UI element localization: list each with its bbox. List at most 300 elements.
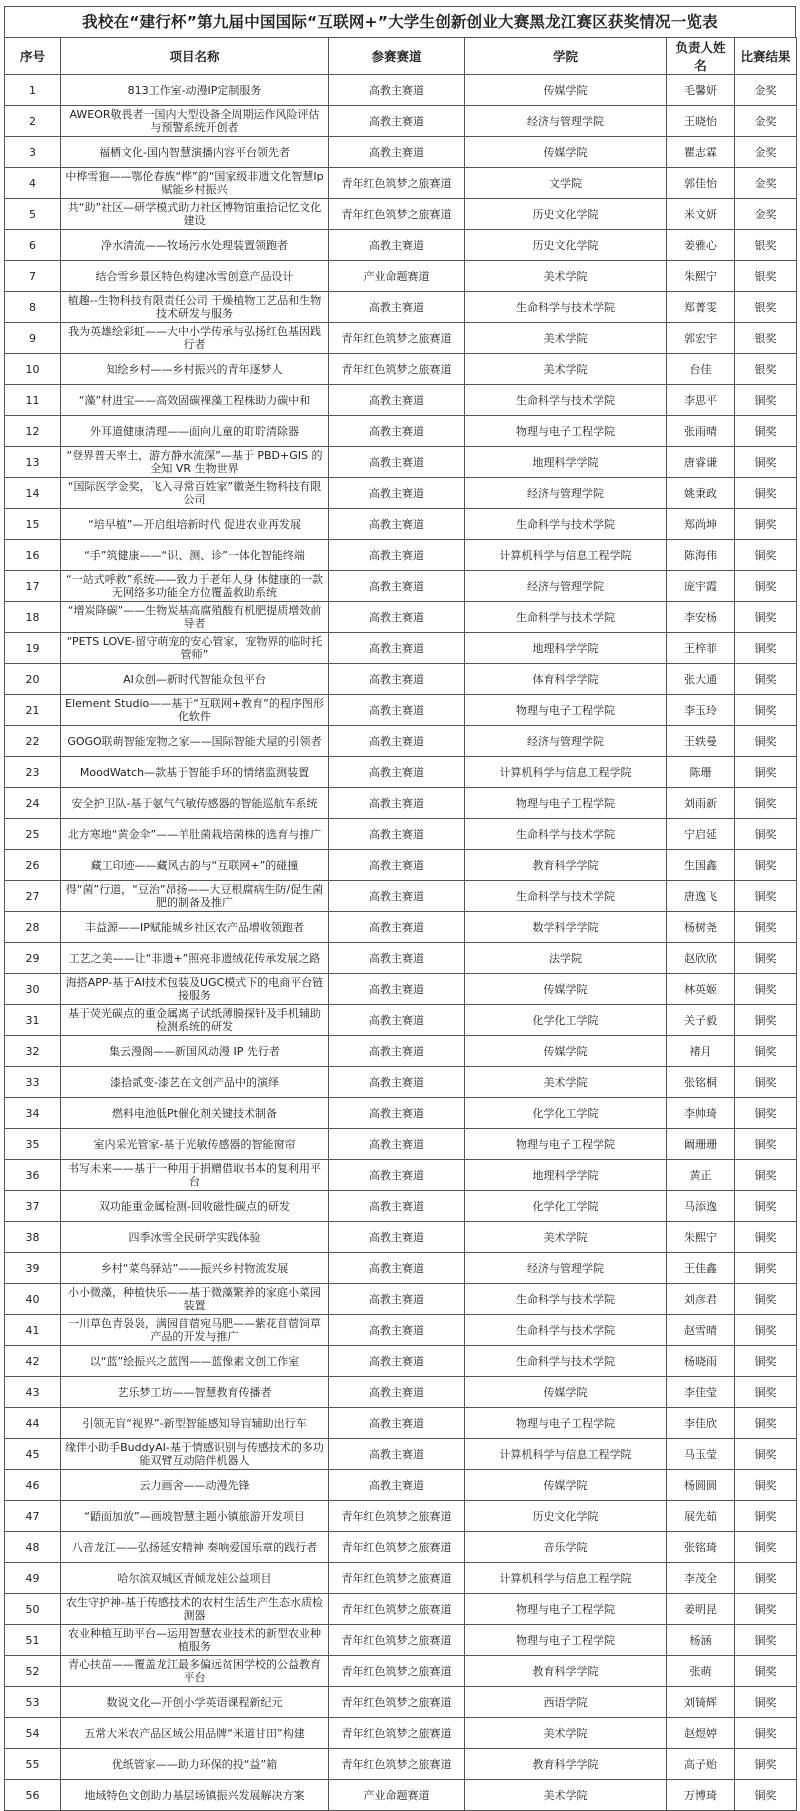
- cell-track: 高教主赛道: [329, 1036, 465, 1067]
- cell-project: 集云漫阁——新国风动漫 IP 先行者: [61, 1036, 329, 1067]
- cell-leader: 米文妍: [667, 199, 735, 230]
- cell-college: 生命科学与技术学院: [465, 1346, 667, 1377]
- header-result: 比赛结果: [735, 38, 797, 75]
- table-row: [5, 1067, 797, 1098]
- cell-result: 铜奖: [735, 478, 797, 509]
- award-document: [4, 6, 796, 1811]
- cell-no: 44: [5, 1408, 61, 1439]
- cell-college: 物理与电子工程学院: [465, 695, 667, 726]
- cell-result: 铜奖: [735, 1625, 797, 1656]
- cell-project: “一站式呼救”系统——致力于老年人身 体健康的一款无网络多功能全方位覆盖救助系统: [61, 571, 329, 602]
- cell-college: 历史文化学院: [465, 199, 667, 230]
- cell-track: 高教主赛道: [329, 292, 465, 323]
- cell-leader: 生国鑫: [667, 850, 735, 881]
- cell-project: 一川草色青袅袅，满园苜蓿宛马肥——紫花苜蓿饲草产品的开发与推广: [61, 1315, 329, 1346]
- cell-project: 净水清流——牧场污水处理装置领跑者: [61, 230, 329, 261]
- header-college: 学院: [465, 38, 667, 75]
- cell-track: 高教主赛道: [329, 1346, 465, 1377]
- cell-result: 铜奖: [735, 788, 797, 819]
- cell-result: 铜奖: [735, 757, 797, 788]
- cell-track: 青年红色筑梦之旅赛道: [329, 1718, 465, 1749]
- table-row: [5, 1098, 797, 1129]
- cell-leader: 姜雅心: [667, 230, 735, 261]
- cell-leader: 刘雨新: [667, 788, 735, 819]
- cell-track: 高教主赛道: [329, 757, 465, 788]
- cell-track: 高教主赛道: [329, 943, 465, 974]
- cell-no: 9: [5, 323, 61, 354]
- cell-college: 生命科学与技术学院: [465, 1315, 667, 1346]
- cell-track: 高教主赛道: [329, 1284, 465, 1315]
- cell-no: 10: [5, 354, 61, 385]
- cell-track: 高教主赛道: [329, 416, 465, 447]
- cell-result: 铜奖: [735, 943, 797, 974]
- cell-no: 6: [5, 230, 61, 261]
- table-row: [5, 1222, 797, 1253]
- cell-result: 铜奖: [735, 1036, 797, 1067]
- cell-college: 传媒学院: [465, 137, 667, 168]
- cell-project: 哈尔滨双城区青倾龙娃公益项目: [61, 1563, 329, 1594]
- cell-leader: 毛馨妍: [667, 75, 735, 106]
- cell-college: 数学科学学院: [465, 912, 667, 943]
- cell-no: 26: [5, 850, 61, 881]
- cell-project: 中桦雪狍——鄂伦春族“桦”韵“国家级非遗文化智慧Ip赋能乡村振兴: [61, 168, 329, 199]
- cell-result: 铜奖: [735, 1160, 797, 1191]
- cell-track: 高教主赛道: [329, 106, 465, 137]
- cell-project: “PETS LOVE-留守萌宠的安心管家，宠物界的临时托管师”: [61, 633, 329, 664]
- cell-no: 41: [5, 1315, 61, 1346]
- cell-college: 教育科学学院: [465, 1656, 667, 1687]
- cell-no: 5: [5, 199, 61, 230]
- cell-project: 北方寒地“黄金伞”——羊肚菌栽培菌株的选育与推广: [61, 819, 329, 850]
- cell-result: 铜奖: [735, 726, 797, 757]
- cell-project: Element Studio——基于“互联网+教育”的程序图形化软件: [61, 695, 329, 726]
- cell-track: 高教主赛道: [329, 1222, 465, 1253]
- cell-result: 铜奖: [735, 1377, 797, 1408]
- cell-leader: 高子贻: [667, 1749, 735, 1780]
- cell-track: 高教主赛道: [329, 881, 465, 912]
- table-header-row: [5, 38, 797, 75]
- cell-track: 高教主赛道: [329, 478, 465, 509]
- cell-result: 铜奖: [735, 974, 797, 1005]
- cell-no: 12: [5, 416, 61, 447]
- cell-leader: 李思平: [667, 385, 735, 416]
- cell-track: 高教主赛道: [329, 230, 465, 261]
- cell-leader: 李佳欣: [667, 1408, 735, 1439]
- cell-college: 物理与电子工程学院: [465, 1129, 667, 1160]
- cell-track: 高教主赛道: [329, 602, 465, 633]
- cell-no: 2: [5, 106, 61, 137]
- cell-college: 化学化工学院: [465, 1098, 667, 1129]
- table-row: [5, 1532, 797, 1563]
- cell-leader: 姚秉政: [667, 478, 735, 509]
- cell-college: 物理与电子工程学院: [465, 788, 667, 819]
- cell-result: 铜奖: [735, 602, 797, 633]
- table-row: [5, 695, 797, 726]
- cell-college: 生命科学与技术学院: [465, 602, 667, 633]
- cell-result: 铜奖: [735, 881, 797, 912]
- table-row: [5, 912, 797, 943]
- cell-track: 高教主赛道: [329, 137, 465, 168]
- cell-college: 生命科学与技术学院: [465, 881, 667, 912]
- cell-track: 青年红色筑梦之旅赛道: [329, 1594, 465, 1625]
- cell-track: 青年红色筑梦之旅赛道: [329, 168, 465, 199]
- cell-college: 音乐学院: [465, 1532, 667, 1563]
- cell-college: 计算机科学与信息工程学院: [465, 540, 667, 571]
- cell-result: 铜奖: [735, 664, 797, 695]
- cell-college: 地理科学学院: [465, 447, 667, 478]
- cell-college: 生命科学与技术学院: [465, 385, 667, 416]
- cell-college: 经济与管理学院: [465, 478, 667, 509]
- cell-track: 高教主赛道: [329, 1315, 465, 1346]
- cell-leader: 王梓菲: [667, 633, 735, 664]
- cell-no: 49: [5, 1563, 61, 1594]
- table-row: [5, 1625, 797, 1656]
- cell-college: 计算机科学与信息工程学院: [465, 1439, 667, 1470]
- cell-college: 法学院: [465, 943, 667, 974]
- cell-project: 植趣--生物科技有限责任公司 干燥植物工艺品和生物技术研发与服务: [61, 292, 329, 323]
- cell-result: 铜奖: [735, 633, 797, 664]
- cell-track: 青年红色筑梦之旅赛道: [329, 1563, 465, 1594]
- cell-project: 以“蓝”绘振兴之蓝图——蓝像素文创工作室: [61, 1346, 329, 1377]
- cell-result: 银奖: [735, 261, 797, 292]
- table-row: [5, 1284, 797, 1315]
- header-track: 参赛赛道: [329, 38, 465, 75]
- cell-track: 高教主赛道: [329, 1067, 465, 1098]
- cell-leader: 万博琦: [667, 1780, 735, 1811]
- cell-project: “手”筑健康——“识、测、诊”一体化智能终端: [61, 540, 329, 571]
- cell-leader: 褚月: [667, 1036, 735, 1067]
- cell-college: 传媒学院: [465, 1470, 667, 1501]
- table-row: [5, 1780, 797, 1811]
- cell-result: 铜奖: [735, 1501, 797, 1532]
- cell-project: 藏工印迹——藏风古韵与“互联网+”的碰撞: [61, 850, 329, 881]
- cell-college: 美术学院: [465, 1718, 667, 1749]
- cell-college: 体育科学学院: [465, 664, 667, 695]
- cell-track: 高教主赛道: [329, 509, 465, 540]
- cell-college: 生命科学与技术学院: [465, 1284, 667, 1315]
- table-row: [5, 75, 797, 106]
- cell-track: 高教主赛道: [329, 1005, 465, 1036]
- table-row: [5, 478, 797, 509]
- cell-project: 室内采光管家-基于光敏传感器的智能窗帘: [61, 1129, 329, 1160]
- cell-leader: 林英姬: [667, 974, 735, 1005]
- cell-result: 铜奖: [735, 416, 797, 447]
- cell-result: 铜奖: [735, 1749, 797, 1780]
- cell-result: 金奖: [735, 199, 797, 230]
- cell-track: 高教主赛道: [329, 447, 465, 478]
- cell-no: 47: [5, 1501, 61, 1532]
- cell-result: 铜奖: [735, 1005, 797, 1036]
- cell-leader: 张雨晴: [667, 416, 735, 447]
- cell-track: 高教主赛道: [329, 664, 465, 695]
- cell-college: 经济与管理学院: [465, 106, 667, 137]
- cell-project: 燃料电池低Pt催化剂关键技术制备: [61, 1098, 329, 1129]
- cell-no: 45: [5, 1439, 61, 1470]
- table-row: [5, 788, 797, 819]
- cell-no: 18: [5, 602, 61, 633]
- cell-result: 铜奖: [735, 695, 797, 726]
- cell-leader: 郑菁雯: [667, 292, 735, 323]
- table-row: [5, 385, 797, 416]
- cell-leader: 李安杨: [667, 602, 735, 633]
- cell-no: 4: [5, 168, 61, 199]
- cell-result: 金奖: [735, 137, 797, 168]
- cell-college: 生命科学与技术学院: [465, 509, 667, 540]
- cell-leader: 瞿志霖: [667, 137, 735, 168]
- cell-college: 化学化工学院: [465, 1005, 667, 1036]
- cell-college: 美术学院: [465, 323, 667, 354]
- table-row: [5, 974, 797, 1005]
- cell-no: 36: [5, 1160, 61, 1191]
- table-row: [5, 540, 797, 571]
- awards-table: [4, 37, 797, 1811]
- cell-leader: 刘锜辉: [667, 1687, 735, 1718]
- cell-college: 经济与管理学院: [465, 571, 667, 602]
- table-row: [5, 416, 797, 447]
- cell-leader: 唐睿谦: [667, 447, 735, 478]
- cell-leader: 王佳鑫: [667, 1253, 735, 1284]
- cell-project: 我为英雄绘彩虹——大中小学传承与弘扬红色基因践行者: [61, 323, 329, 354]
- table-row: [5, 1470, 797, 1501]
- cell-no: 43: [5, 1377, 61, 1408]
- cell-project: 漆拾贰变-漆艺在文创产品中的演绎: [61, 1067, 329, 1098]
- cell-leader: 王晓怡: [667, 106, 735, 137]
- cell-project: 数说文化—开创小学英语课程新纪元: [61, 1687, 329, 1718]
- cell-result: 铜奖: [735, 850, 797, 881]
- cell-project: 八音龙江——弘扬延安精神 奏响爱国乐章的践行者: [61, 1532, 329, 1563]
- cell-no: 34: [5, 1098, 61, 1129]
- table-row: [5, 1377, 797, 1408]
- cell-no: 56: [5, 1780, 61, 1811]
- cell-result: 铜奖: [735, 1687, 797, 1718]
- table-row: [5, 1036, 797, 1067]
- cell-project: 艺乐梦工坊——智慧教育传播者: [61, 1377, 329, 1408]
- cell-no: 35: [5, 1129, 61, 1160]
- cell-college: 经济与管理学院: [465, 726, 667, 757]
- table-row: [5, 1563, 797, 1594]
- cell-track: 高教主赛道: [329, 1253, 465, 1284]
- table-row: [5, 602, 797, 633]
- cell-track: 青年红色筑梦之旅赛道: [329, 1687, 465, 1718]
- cell-project: MoodWatch—款基于智能手环的情绪监测装置: [61, 757, 329, 788]
- table-row: [5, 1718, 797, 1749]
- cell-track: 产业命题赛道: [329, 261, 465, 292]
- cell-leader: 张铭桐: [667, 1067, 735, 1098]
- table-row: [5, 354, 797, 385]
- cell-leader: 郑尚坤: [667, 509, 735, 540]
- table-row: [5, 571, 797, 602]
- cell-college: 化学化工学院: [465, 1191, 667, 1222]
- cell-college: 传媒学院: [465, 974, 667, 1005]
- cell-no: 19: [5, 633, 61, 664]
- cell-college: 文学院: [465, 168, 667, 199]
- cell-result: 铜奖: [735, 1315, 797, 1346]
- cell-leader: 朱熙宁: [667, 261, 735, 292]
- cell-result: 铜奖: [735, 1780, 797, 1811]
- cell-college: 计算机科学与信息工程学院: [465, 757, 667, 788]
- cell-track: 青年红色筑梦之旅赛道: [329, 1749, 465, 1780]
- table-row: [5, 292, 797, 323]
- cell-project: 四季冰雪全民研学实践体验: [61, 1222, 329, 1253]
- cell-college: 历史文化学院: [465, 1501, 667, 1532]
- cell-college: 物理与电子工程学院: [465, 1408, 667, 1439]
- cell-college: 教育科学学院: [465, 1749, 667, 1780]
- cell-track: 高教主赛道: [329, 1160, 465, 1191]
- cell-no: 21: [5, 695, 61, 726]
- cell-project: AI众创—新时代智能众包平台: [61, 664, 329, 695]
- cell-project: 小小微藻，种植快乐——基于微藻繁养的家庭小菜园装置: [61, 1284, 329, 1315]
- cell-project: 云力画舍——动漫先锋: [61, 1470, 329, 1501]
- table-row: [5, 199, 797, 230]
- cell-project: 缘伴小助手BuddyAI-基于情感识别与传感技术的多功能双臂互动陪伴机器人: [61, 1439, 329, 1470]
- cell-result: 银奖: [735, 354, 797, 385]
- cell-result: 金奖: [735, 75, 797, 106]
- cell-no: 30: [5, 974, 61, 1005]
- cell-leader: 关子毅: [667, 1005, 735, 1036]
- table-row: [5, 1129, 797, 1160]
- cell-result: 铜奖: [735, 1129, 797, 1160]
- cell-project: 地域特色文创助力基层场镇振兴发展解决方案: [61, 1780, 329, 1811]
- table-body: [5, 75, 797, 1811]
- cell-project: 813工作室-动漫IP定制服务: [61, 75, 329, 106]
- cell-track: 青年红色筑梦之旅赛道: [329, 1532, 465, 1563]
- cell-result: 铜奖: [735, 1563, 797, 1594]
- table-row: [5, 1408, 797, 1439]
- cell-project: “登界普天率土，游方静水流深”—基于 PBD+GIS 的全知 VR 生物世界: [61, 447, 329, 478]
- cell-result: 铜奖: [735, 1346, 797, 1377]
- cell-no: 13: [5, 447, 61, 478]
- cell-leader: 马添逸: [667, 1191, 735, 1222]
- cell-result: 铜奖: [735, 1594, 797, 1625]
- cell-track: 青年红色筑梦之旅赛道: [329, 1501, 465, 1532]
- cell-project: 引领无盲“视界”-新型智能感知导盲辅助出行车: [61, 1408, 329, 1439]
- cell-college: 美术学院: [465, 354, 667, 385]
- cell-track: 高教主赛道: [329, 695, 465, 726]
- cell-result: 铜奖: [735, 1656, 797, 1687]
- cell-no: 46: [5, 1470, 61, 1501]
- cell-project: 乡村“菜鸟驿站”——振兴乡村物流发展: [61, 1253, 329, 1284]
- cell-no: 25: [5, 819, 61, 850]
- cell-result: 铜奖: [735, 1222, 797, 1253]
- cell-leader: 姜明昆: [667, 1594, 735, 1625]
- table-row: [5, 633, 797, 664]
- cell-no: 7: [5, 261, 61, 292]
- cell-result: 金奖: [735, 106, 797, 137]
- cell-no: 29: [5, 943, 61, 974]
- cell-leader: 李玉玲: [667, 695, 735, 726]
- cell-no: 17: [5, 571, 61, 602]
- cell-result: 银奖: [735, 292, 797, 323]
- cell-leader: 张大通: [667, 664, 735, 695]
- cell-track: 高教主赛道: [329, 1408, 465, 1439]
- cell-leader: 宁启延: [667, 819, 735, 850]
- table-row: [5, 1315, 797, 1346]
- cell-result: 铜奖: [735, 1532, 797, 1563]
- table-row: [5, 323, 797, 354]
- cell-no: 23: [5, 757, 61, 788]
- cell-track: 高教主赛道: [329, 974, 465, 1005]
- document-title: 我校在“建行杯”第九届中国国际“互联网+”大学生创新创业大赛黑龙江赛区获奖情况一览表: [4, 6, 796, 37]
- cell-leader: 李佳莹: [667, 1377, 735, 1408]
- header-project: 项目名称: [61, 38, 329, 75]
- cell-project: GOGO联萌智能宠物之家——国际智能犬屋的引领者: [61, 726, 329, 757]
- cell-leader: 朱熙宁: [667, 1222, 735, 1253]
- cell-college: 教育科学学院: [465, 850, 667, 881]
- cell-track: 高教主赛道: [329, 1377, 465, 1408]
- cell-result: 铜奖: [735, 1067, 797, 1098]
- cell-leader: 黄正: [667, 1160, 735, 1191]
- cell-leader: 马玉莹: [667, 1439, 735, 1470]
- cell-track: 高教主赛道: [329, 633, 465, 664]
- table-row: [5, 1005, 797, 1036]
- cell-result: 铜奖: [735, 385, 797, 416]
- cell-no: 3: [5, 137, 61, 168]
- cell-result: 铜奖: [735, 1098, 797, 1129]
- cell-result: 铜奖: [735, 1253, 797, 1284]
- cell-college: 美术学院: [465, 1780, 667, 1811]
- cell-result: 铜奖: [735, 1408, 797, 1439]
- cell-project: “培早植”—开启组培新时代 促进农业再发展: [61, 509, 329, 540]
- cell-track: 高教主赛道: [329, 726, 465, 757]
- table-row: [5, 509, 797, 540]
- cell-track: 青年红色筑梦之旅赛道: [329, 1625, 465, 1656]
- cell-track: 高教主赛道: [329, 850, 465, 881]
- table-row: [5, 261, 797, 292]
- cell-college: 西语学院: [465, 1687, 667, 1718]
- cell-result: 铜奖: [735, 1718, 797, 1749]
- cell-no: 31: [5, 1005, 61, 1036]
- cell-project: 青心扶苗——覆盖龙江最多偏远贫困学校的公益教育平台: [61, 1656, 329, 1687]
- cell-leader: 王轶曼: [667, 726, 735, 757]
- cell-result: 金奖: [735, 168, 797, 199]
- cell-result: 铜奖: [735, 571, 797, 602]
- cell-no: 40: [5, 1284, 61, 1315]
- cell-project: 书写未来——基于一种用于捐赠借取书本的复利用平台: [61, 1160, 329, 1191]
- cell-leader: 杨圆圆: [667, 1470, 735, 1501]
- cell-project: 双功能重金属检测-回收磁性碳点的研发: [61, 1191, 329, 1222]
- cell-result: 铜奖: [735, 819, 797, 850]
- table-row: [5, 819, 797, 850]
- table-row: [5, 1687, 797, 1718]
- cell-result: 铜奖: [735, 1191, 797, 1222]
- cell-track: 青年红色筑梦之旅赛道: [329, 199, 465, 230]
- table-row: [5, 757, 797, 788]
- cell-college: 计算机科学与信息工程学院: [465, 1563, 667, 1594]
- table-row: [5, 1191, 797, 1222]
- cell-leader: 阚珊珊: [667, 1129, 735, 1160]
- cell-result: 银奖: [735, 230, 797, 261]
- cell-college: 传媒学院: [465, 1377, 667, 1408]
- cell-project: 农业种植互助平台—运用智慧农业技术的新型农业种植服务: [61, 1625, 329, 1656]
- cell-leader: 陈珊: [667, 757, 735, 788]
- cell-track: 高教主赛道: [329, 788, 465, 819]
- cell-no: 8: [5, 292, 61, 323]
- cell-project: “藻”材进宝——高效固碳裸藻工程株助力碳中和: [61, 385, 329, 416]
- cell-leader: 展先茹: [667, 1501, 735, 1532]
- table-row: [5, 726, 797, 757]
- cell-no: 50: [5, 1594, 61, 1625]
- cell-leader: 郭宏宇: [667, 323, 735, 354]
- cell-project: “国际医学金奖，飞入寻常百姓家”徽尧生物科技有限公司: [61, 478, 329, 509]
- table-row: [5, 447, 797, 478]
- table-row: [5, 230, 797, 261]
- cell-track: 高教主赛道: [329, 1098, 465, 1129]
- cell-leader: 陈海伟: [667, 540, 735, 571]
- cell-no: 1: [5, 75, 61, 106]
- cell-leader: 赵煜婷: [667, 1718, 735, 1749]
- cell-project: 安全护卫队-基于氨气气敏传感器的智能巡航车系统: [61, 788, 329, 819]
- cell-no: 16: [5, 540, 61, 571]
